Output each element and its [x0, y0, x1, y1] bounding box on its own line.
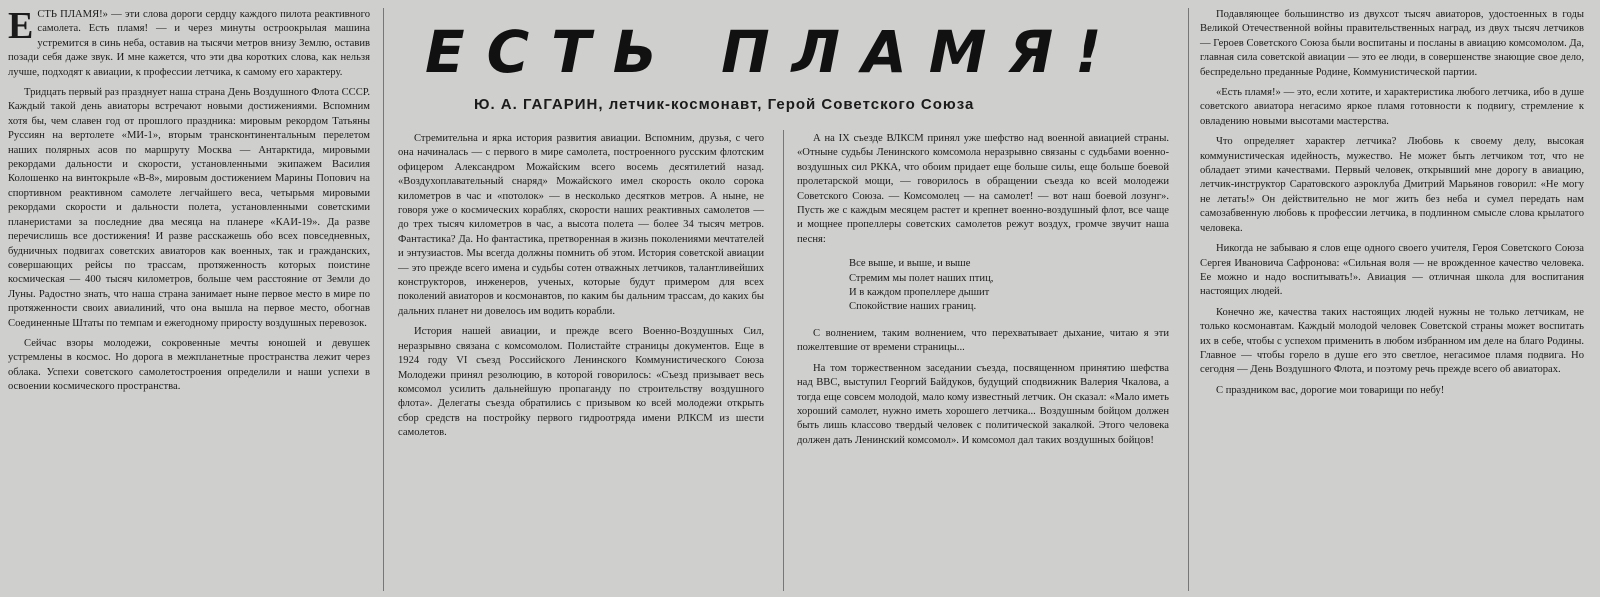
poem-line: Все выше, и выше, и выше	[849, 258, 971, 270]
poem-line: И в каждом пропеллере дышит	[849, 287, 990, 299]
col1-paragraph-2: Тридцать первый раз празднует наша страна День Воздушного Флота СССР. Каждый такой день авиаторы встречают новыми достижениями. Вспомним хотя бы, чем славен год от прошлого праздника: мировым рекордом Татьяны Руссиян на вертолете «МИ-1», вторым трансконтинентальным перелетом наших полярных асов по маршруту Москва — Антарктида, мировыми рекордами дальности и скорости, установленными экипажем Василия Колошенко на винтокрыле «В-8», мировым достижением Марины Попович на спортивном реактивном самолете легчайшего веса, четырьмя мировыми рекордами скорости и дальности полета, установленными советскими планеристами за последние два месяца на планере «КАИ-19». Да разве перечислишь все достижения! И разве расскажешь обо всех повседневных, будничных подвигах советских авиаторов как военных, так и гражданских, совершающих рейсы по трассам, протяженность которых поистине космическая — 400 тысяч километров, больше чем расстояние от Земли до Луны. Радостно знать, что наша страна занимает ныне первое место в мире по протяженности своих авиалиний, что она вышла на первое место, обогнав Соединенные Штаты по темпам и ежегодному приросту воздушных перевозок.	[8, 87, 370, 329]
col3-paragraph-1: А на IX съезде ВЛКСМ принял уже шефство над военной авиацией страны. «Отныне судьбы Ленинского комсомола неразрывно связаны с судьбами военно-воздушных сил РККА, что обоим придает еще больше силы, еще больше боевой пролетарской мощи, — говорилось в обращении съезда ко всей молодежи Советского Союза. — Комсомолец — на самолет! — вот наш боевой лозунг». Пусть же с каждым месяцем растет и крепнет военно-воздушный флот, все чаще и мощнее пропеллеры советских самолетов режут воздух, громче звучит наша песня:	[797, 133, 1169, 245]
column-2	[398, 132, 764, 447]
col3-paragraph-2: С волнением, таким волнением, что перехватывает дыхание, читаю я эти пожелтевшие от времени страницы...	[797, 327, 1169, 354]
column-1	[8, 5, 370, 401]
byline: Ю. А. ГАГАРИН, летчик-космонавт, Герой Советского Союза	[474, 96, 975, 113]
col4-paragraph-1: Подавляющее большинство из двухсот тысяч авиаторов, удостоенных в годы Великой Отечественной войны правительственных наград, из двух тысяч летчиков — Героев Советского Союза были воспитаны и посланы в авиацию комсомолом. Да, главная сила советской авиации — это ее люди, в совершенстве знающие свое дело, беспредельно преданные Родине, Коммунистической партии.	[1200, 9, 1584, 78]
col4-paragraph-6: С праздником вас, дорогие мои товарищи по небу!	[1216, 384, 1445, 396]
col4-paragraph-4: Никогда не забываю я слов еще одного своего учителя, Героя Советского Союза Сергея Ивановича Сафронова: «Сильная воля — не врожденное качество человека. Ее можно и надо воспитывать!». Авиация — отличная школа для воспитания настоящих людей.	[1200, 243, 1584, 298]
col3-paragraph-3: На том торжественном заседании съезда, посвященном принятию шефства над ВВС, выступил Георгий Байдуков, будущий сподвижник Валерия Чкалова, а тогда еще совсем молодой, мало кому известный летчик. Он сказал: «Мало иметь хороший самолет, нужно иметь хорошего летчика... Воздушным бойцом должен быть лишь классово твердый человек с политической закалкой. Этого человека должен дать Ленинский комсомол». И комсомол дал таких воздушных бойцов!	[797, 362, 1169, 446]
column-divider-3	[1188, 8, 1189, 591]
col1-text-1: СТЬ ПЛАМЯ!» — эти слова дороги сердцу каждого пилота реактивного самолета. Есть пламя! — и через минуты остроокрылая машина устремится в синь неба, оставив на тысячи метров внизу Землю, оставив позади себя даже звук. И мне кажется, что эти два коротких слова, как нельзя лучше, подходят к авиации, к профессии летчика, к самому его характеру.	[8, 9, 370, 78]
column-divider-2	[783, 130, 784, 591]
poem-line: Спокойствие наших границ.	[849, 301, 977, 313]
col4-paragraph-2: «Есть пламя!» — это, если хотите, и характеристика любого летчика, ибо в душе советского авиатора негасимо яркое пламя готовности к подвигу, стремление к овладению новыми высотами мастерства.	[1200, 87, 1584, 127]
col2-paragraph-1: Стремительна и ярка история развития авиации. Вспомним, друзья, с чего она начиналась — с первого в мире самолета, построенного русским флотским офицером Александром Можайским всего восемь десятилетий назад. «Воздухоплавательный снаряд» Можайского имел скорость около сорока километров в час и «потолок» — в несколько десятков метров. А ныне, не говоря уже о космических кораблях, скорости наших реактивных самолетов — до трех тысяч километров в час, а высота полета — более 34 тысяч метров. Фантастика? Да. Но фантастика, претворенная в жизнь поколениями мечтателей и энтузиастов. Мы всегда должны помнить об этом. История советской авиации — это прежде всего имена и судьбы сотен отважных летчиков, талантливейших конструкторов, инженеров, ученых, которые будут примером для всех поколений авиаторов и космонавтов, по каким бы дальним трассам, до каких бы дальних планет ни довелось им водить корабли.	[398, 133, 764, 317]
col1-paragraph-1	[8, 5, 370, 80]
col1-paragraph-3: Сейчас взоры молодежи, сокровенные мечты юношей и девушек устремлены в космос. Но дорога в межпланетные пространства лежит через облака. Успехи советского самолетостроения определили и наши успехи в освоении космического пространства.	[8, 337, 370, 393]
column-divider-1	[383, 8, 384, 591]
col2-paragraph-2: История нашей авиации, и прежде всего Военно-Воздушных Сил, неразрывно связана с комсомолом. Полистайте страницы документов. Еще в 1924 году VI съезд Российского Ленинского Коммунистического Союза Молодежи принял резолюцию, в которой говорилось: «Съезд призывает весь комсомол усилить дальнейшую пропаганду по строительству воздушного флота». Делегаты съезда обратились с призывом ко всей молодежи открыть сбор средств на постройку первого гидроотряда имени РЛКСМ из шести самолетов.	[398, 326, 764, 439]
column-3	[797, 132, 1169, 454]
drop-cap: Е	[8, 5, 34, 47]
headline: ЕСТЬ ПЛАМЯ!	[425, 18, 1124, 86]
poem-line: Стремим мы полет наших птиц,	[849, 272, 994, 284]
column-4	[1200, 8, 1584, 404]
song-quote	[849, 257, 1169, 315]
col4-paragraph-5: Конечно же, качества таких настоящих людей нужны не только летчикам, не только космонавтам. Каждый молодой человек Советской страны может воспитать их в себе, чтобы с успехом применить в любом избранном им деле на благо Родины. Главное — чтобы горело в душе его это светлое, негасимое пламя подвига. Но сегодня — День Воздушного Флота, и поэтому речь прежде всего об авиаторах.	[1200, 306, 1584, 376]
col4-paragraph-3: Что определяет характер летчика? Любовь к своему делу, высокая коммунистическая идейность, мужество. Не может быть летчиком тот, что не обладает этими качествами. Первый человек, открывший мне дорогу в авиацию, летчик-инструктор Саратовского аэроклуба Дмитрий Марьянов говорил: «Не могу не летать!» Он действительно не мог жить без неба и сумел передать нам самозабвенную любовь к профессии летчика, в подлинном смысле слова крылатого человека.	[1200, 136, 1584, 234]
